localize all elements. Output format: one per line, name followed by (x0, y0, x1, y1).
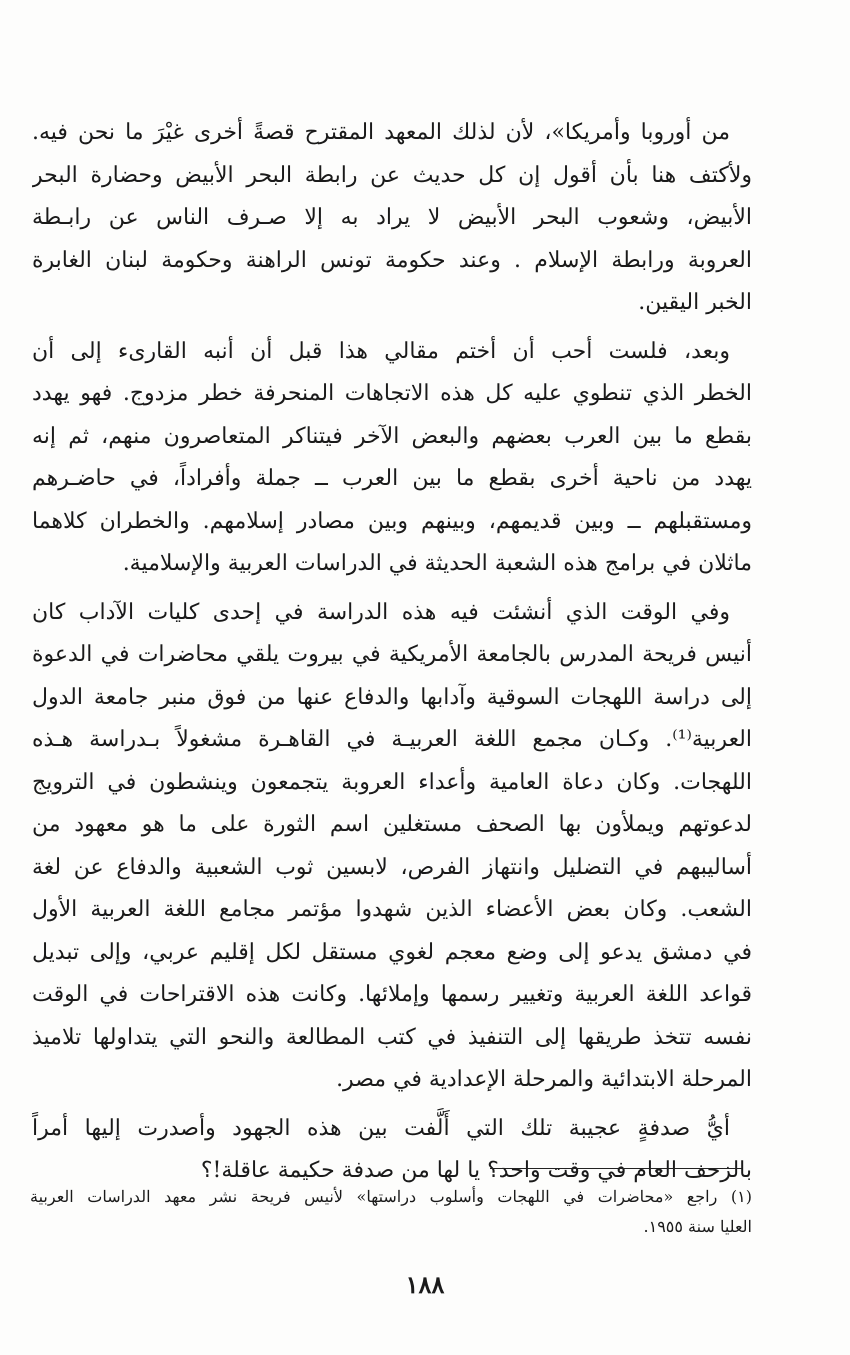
text-line: في دمشق يدعو إلى وضع معجم لغوي مستقل لكل إقليم عربي، وإلى تبديل (32, 939, 752, 965)
text-line: يهدد من ناحية أخرى بقطع ما بين العرب ــ جملة وأفراداً، في حاضـرهم (32, 466, 752, 491)
paragraph-3 (32, 592, 752, 1102)
footnote-line: (١) راجع «محاضرات في اللهجات وأسلوب دراستها» لأنيس فريحة نشر معهد الدراسات العربية (30, 1187, 752, 1206)
text-line: ولأكتف هنا بأن أقول إن كل حديث عن رابطة البحر الأبيض وحضارة البحر (32, 162, 752, 188)
text-line: الخطر الذي تنطوي عليه كل هذه الاتجاهات المنحرفة خطر مزدوج. فهو يهدد (32, 381, 752, 406)
text-line: ماثلان في برامج هذه الشعبة الحديثة في الدراسات العربية والإسلامية. (122, 551, 752, 576)
text-line: اللهجات. وكان دعاة العامية وأعداء العروبة يتجمعون وينشطون في الترويج (32, 769, 752, 795)
text-line: إلى دراسة اللهجات السوقية وآدابها والدفاع عنها من فوق منبر جامعة الدول (32, 684, 752, 710)
paragraph-4 (32, 1108, 752, 1193)
text-line: من أوروبا وأمريكا»، لأن لذلك المعهد المقترح قصةً أخرى غيْرَ ما نحن فيه. (32, 120, 730, 145)
text-line: ومستقبلهم ــ وبين قديمهم، وبينهم وبين مصادر إسلامهم. والخطران كلاهما (32, 508, 752, 534)
footnote-separator (490, 1168, 742, 1169)
text-line: أيُّ صدفةٍ عجيبة تلك التي أَلَّفت بين هذه الجهود وأصدرت إليها أمراً (32, 1115, 730, 1141)
text-line: لدعوتهم ويملأون بها الصحف مستغلين اسم الثورة على ما هو معهود من (32, 812, 752, 837)
text-line: الشعب. وكان بعض الأعضاء الذين شهدوا مؤتمر مجامع اللغة العربية الأول (32, 897, 752, 922)
text-line: العربية⁽¹⁾. وكـان مجمع اللغة العربيـة في القاهـرة مشغولاً بـدراسة هـذه (32, 727, 752, 752)
text-line: بالزحف العام في وقت واحد؟ يا لها من صدفة حكيمة عاقلة!؟ (200, 1158, 752, 1183)
paragraph-1 (32, 112, 752, 325)
text-line: الأبيض، وشعوب البحر الأبيض لا يراد به إلا صـرف الناس عن رابـطة (32, 205, 752, 230)
footnote-line: العليا سنة ١٩٥٥. (643, 1217, 752, 1236)
text-line: وبعد، فلست أحب أن أختم مقالي هذا قبل أن أنبه القارىء إلى أن (32, 338, 730, 364)
text-line: الخبر اليقين. (638, 290, 752, 315)
text-line: نفسه تتخذ طريقها إلى التنفيذ في كتب المطالعة والنحو التي يتداولها تلاميذ (32, 1024, 752, 1050)
text-line: المرحلة الابتدائية والمرحلة الإعدادية في مصر. (336, 1067, 752, 1092)
text-line: قواعد اللغة العربية وتغيير رسمها وإملائها. وكانت هذه الاقتراحات في الوقت (32, 982, 752, 1007)
footnote (30, 1182, 752, 1242)
paragraph-2 (32, 331, 752, 586)
text-line: بقطع ما بين العرب بعضهم والبعض الآخر فيتناكر المتعاصرون منهم، ثم إنه (32, 423, 752, 449)
text-line: أنيس فريحة المدرس بالجامعة الأمريكية في بيروت يلقي محاضرات في الدعوة (32, 642, 752, 667)
text-line: أساليبهم في التضليل وانتهاز الفرص، لابسين ثوب الشعبية والدفاع عن لغة (32, 854, 752, 880)
text-line: العروبة ورابطة الإسلام . وعند حكومة تونس الراهنة وحكومة لبنان الغابرة (32, 247, 752, 273)
text-line: وفي الوقت الذي أنشئت فيه هذه الدراسة في إحدى كليات الآداب كان (32, 599, 730, 625)
page-number: ١٨٨ (405, 1270, 445, 1299)
main-text (32, 112, 752, 1193)
